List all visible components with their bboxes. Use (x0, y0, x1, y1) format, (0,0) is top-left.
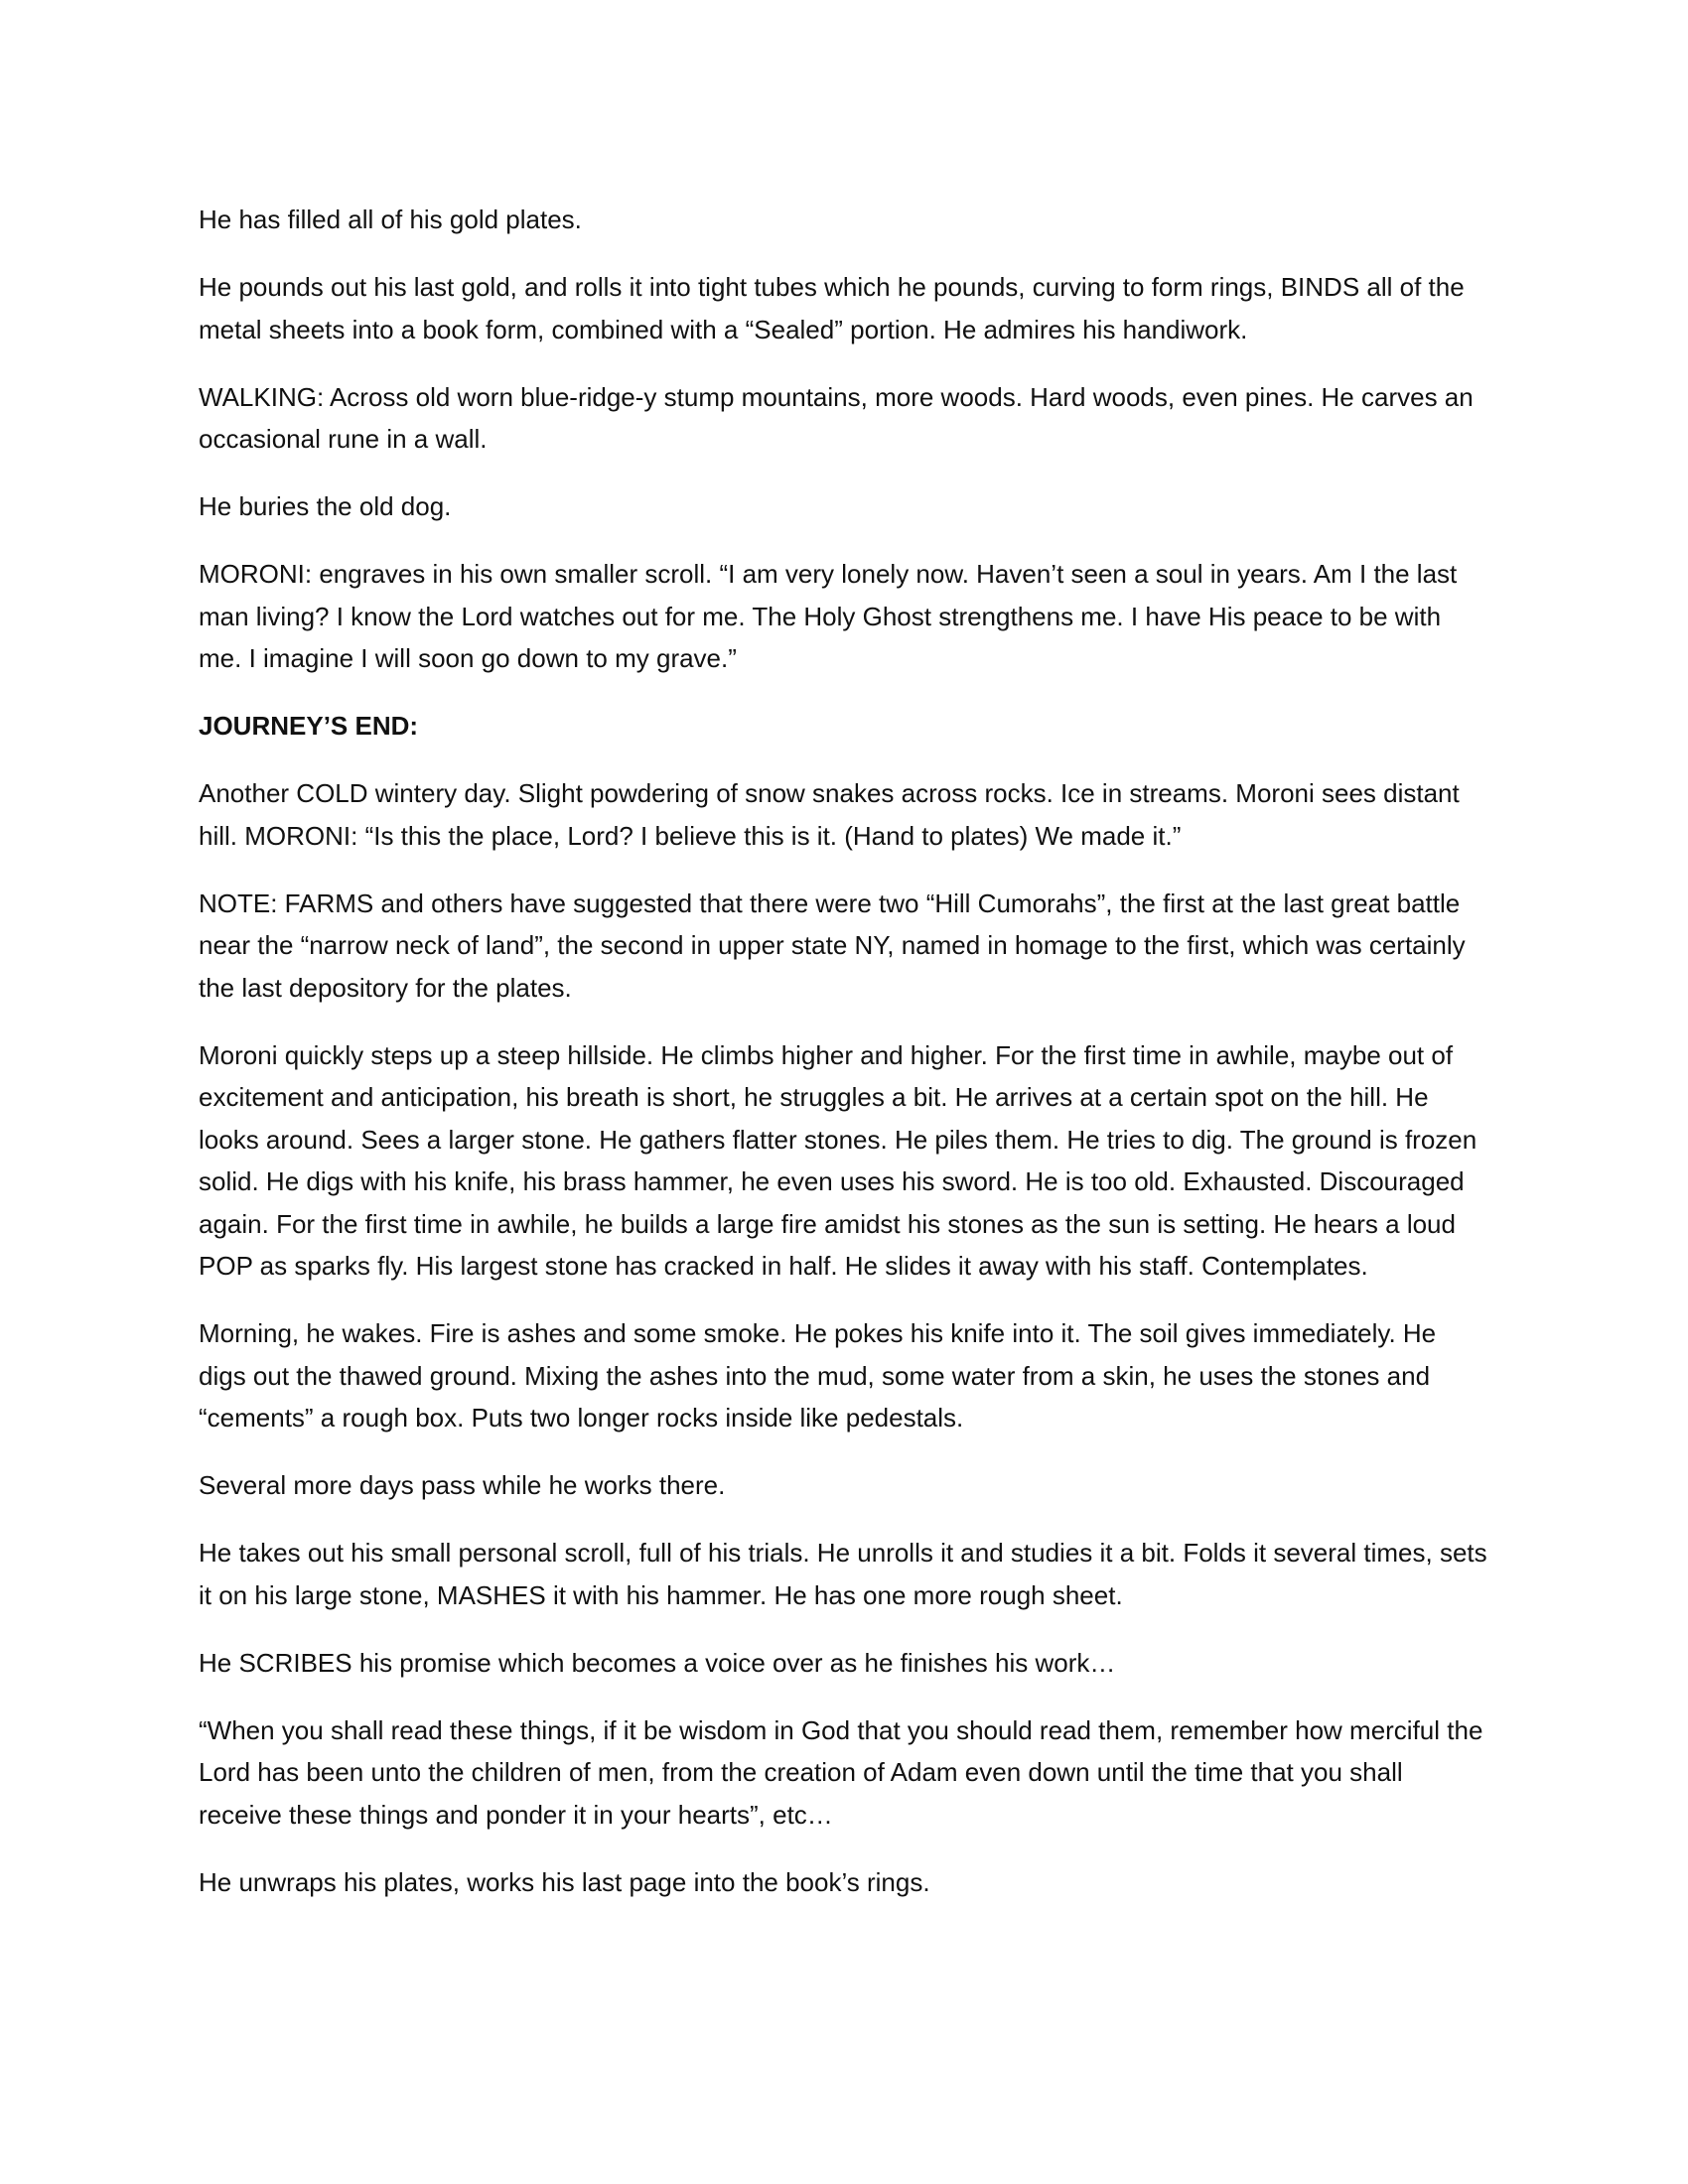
paragraph-scribes-promise: He SCRIBES his promise which becomes a voice over as he finishes his work… (199, 1647, 1116, 1678)
paragraph-climbs-hillside: Moroni quickly steps up a steep hillside. He climbs higher and higher. For the first time in awhile, maybe out of excitement and anticipation, his breath is short, he struggles a bit. He arrives at a certain spot on the hill. He looks around. Sees a larger stone. He gathers flatter stones. He piles them. He tries to dig. The ground is frozen solid. He digs with his knife, his brass hammer, he even uses his sword. He is too old. Exhausted. Discouraged again. For the first time in awhile, he builds a large fire amidst his stones as the sun is setting. He hears a loud POP as sparks fly. His largest stone has cracked in half. He slides it away with his staff. Contemplates. (199, 1039, 1477, 1281)
paragraph-cold-wintery-day: Another COLD wintery day. Slight powdering of snow snakes across rocks. Ice in streams. Moroni sees distant hill. MORONI: “Is this the place, Lord? I believe this is it. (Hand to plates) We made it.” (199, 778, 1460, 851)
paragraph-walking: WALKING: Across old worn blue-ridge-y stump mountains, more woods. Hard woods, even pines. He carves an occasional rune in a wall. (199, 381, 1474, 454)
section-heading-journeys-end: JOURNEY’S END: (199, 711, 419, 741)
paragraph-days-pass: Several more days pass while he works there. (199, 1470, 726, 1500)
paragraph-gold-plates-filled: He has filled all of his gold plates. (199, 205, 582, 234)
paragraph-buries-dog: He buries the old dog. (199, 491, 452, 521)
paragraph-personal-scroll: He takes out his small personal scroll, full of his trials. He unrolls it and studies it a bit. Folds it several times, sets it on his large stone, MASHES it with his hammer. He has one more rough sheet. (199, 1538, 1487, 1610)
paragraph-moroni-scroll: MORONI: engraves in his own smaller scroll. “I am very lonely now. Haven’t seen a soul in years. Am I the last man living? I know the Lord watches out for me. The Holy Ghost strengthens me. I have His peace to be with me. I imagine I will soon go down to my grave.” (199, 559, 1458, 673)
paragraph-note-farms: NOTE: FARMS and others have suggested that there were two “Hill Cumorahs”, the first at the last great battle near the “narrow neck of land”, the second in upper state NY, named in homage to the first, which was certainly the last depository for the plates. (199, 887, 1466, 1003)
document-body (199, 199, 1489, 1929)
paragraph-binds-plates: He pounds out his last gold, and rolls it into tight tubes which he pounds, curving to form rings, BINDS all of the metal sheets into a book form, combined with a “Sealed” portion. He admires his handiwork. (199, 272, 1465, 344)
paragraph-promise-quote: “When you shall read these things, if it be wisdom in God that you should read them, remember how merciful the Lord has been unto the children of men, from the creation of Adam even down until the time that you shall receive these things and ponder it in your hearts”, etc… (199, 1714, 1483, 1830)
paragraph-unwraps-plates: He unwraps his plates, works his last page into the book’s rings. (199, 1866, 930, 1897)
paragraph-morning-wakes: Morning, he wakes. Fire is ashes and some smoke. He pokes his knife into it. The soil gives immediately. He digs out the thawed ground. Mixing the ashes into the mud, some water from a skin, he uses the stones and “cements” a rough box. Puts two longer rocks inside like pedestals. (199, 1318, 1437, 1433)
